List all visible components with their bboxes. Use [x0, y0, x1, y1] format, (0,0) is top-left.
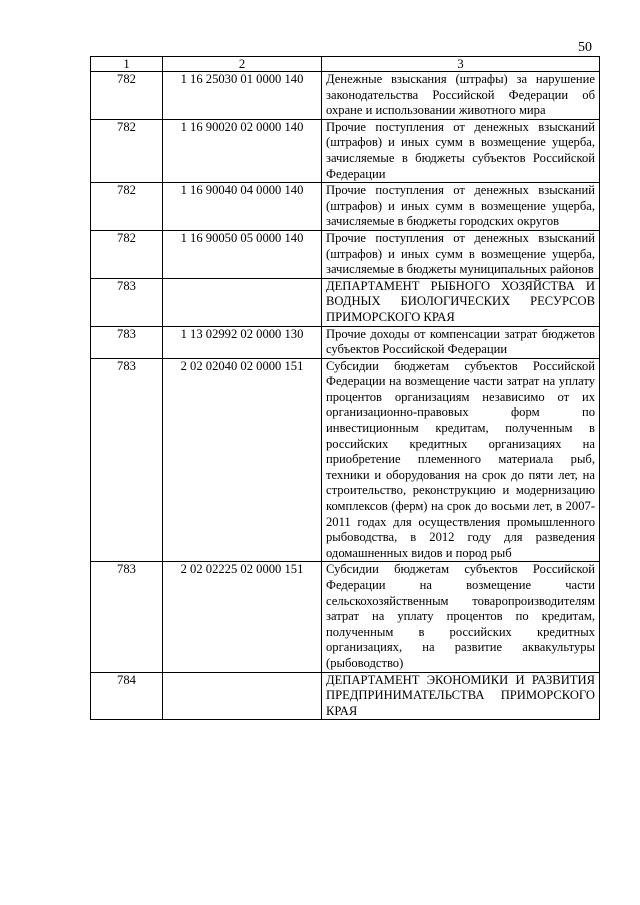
column-header: 1 — [91, 57, 163, 72]
admin-code-cell: 783 — [91, 562, 163, 672]
budget-code-cell: 1 16 90050 05 0000 140 — [163, 230, 322, 278]
budget-code-cell: 1 16 25030 01 0000 140 — [163, 72, 322, 120]
table-row — [91, 562, 600, 672]
admin-code-cell: 782 — [91, 72, 163, 120]
admin-code-cell: 783 — [91, 326, 163, 358]
table-row — [91, 358, 600, 562]
admin-code-cell: 783 — [91, 278, 163, 326]
budget-code-cell: 2 02 02225 02 0000 151 — [163, 562, 322, 672]
admin-code-cell: 782 — [91, 230, 163, 278]
revenue-name-cell: Субсидии бюджетам субъектов Российской Федерации на возмещение части сельскохозяйственным товаропроизводителям затрат на уплату процентов по кредитам, полученным в российских кредитных организациях, на развитие аквакультуры (рыбоводство) — [322, 562, 600, 672]
budget-code-cell — [163, 672, 322, 720]
budget-code-cell — [163, 278, 322, 326]
table-row — [91, 119, 600, 182]
table-row — [91, 230, 600, 278]
revenue-name-cell: Денежные взыскания (штрафы) за нарушение законодательства Российской Федерации об охране и использовании животного мира — [322, 72, 600, 120]
admin-code-cell: 784 — [91, 672, 163, 720]
budget-code-cell: 1 16 90040 04 0000 140 — [163, 183, 322, 231]
revenue-codes-table — [90, 56, 600, 720]
table-row — [91, 672, 600, 720]
admin-code-cell: 783 — [91, 358, 163, 562]
revenue-name-cell: Прочие доходы от компенсации затрат бюджетов субъектов Российской Федерации — [322, 326, 600, 358]
page-number: 50 — [578, 40, 592, 55]
table-row — [91, 326, 600, 358]
table-header-row — [91, 57, 600, 72]
revenue-name-cell: Прочие поступления от денежных взысканий (штрафов) и иных сумм в возмещение ущерба, зачисляемые в бюджеты городских округов — [322, 183, 600, 231]
revenue-name-cell: Прочие поступления от денежных взысканий (штрафов) и иных сумм в возмещение ущерба, зачисляемые в бюджеты субъектов Российской Федерации — [322, 119, 600, 182]
department-heading-cell: ДЕПАРТАМЕНТ ЭКОНОМИКИ И РАЗВИТИЯ ПРЕДПРИНИМАТЕЛЬСТВА ПРИМОРСКОГО КРАЯ — [322, 672, 600, 720]
budget-code-cell: 1 13 02992 02 0000 130 — [163, 326, 322, 358]
admin-code-cell: 782 — [91, 119, 163, 182]
revenue-name-cell: Субсидии бюджетам субъектов Российской Федерации на возмещение части затрат на уплату процентов организациям независимо от их организационно-правовых форм по инвестиционным кредитам, полученным в российских кредитных организациях на приобретение племенного материала рыб, техники и оборудования на срок до пяти лет, на строительство, реконструкцию и модернизацию комплексов (ферм) на срок до восьми лет, в 2007-2011 годах для осуществления промышленного рыбоводства, в 2012 году для разведения одомашненных видов и пород рыб — [322, 358, 600, 562]
table-row — [91, 72, 600, 120]
table-row — [91, 183, 600, 231]
table-row — [91, 278, 600, 326]
budget-code-cell: 2 02 02040 02 0000 151 — [163, 358, 322, 562]
column-header: 3 — [322, 57, 600, 72]
department-heading-cell: ДЕПАРТАМЕНТ РЫБНОГО ХОЗЯЙСТВА И ВОДНЫХ БИОЛОГИЧЕСКИХ РЕСУРСОВ ПРИМОРСКОГО КРАЯ — [322, 278, 600, 326]
column-header: 2 — [163, 57, 322, 72]
budget-code-cell: 1 16 90020 02 0000 140 — [163, 119, 322, 182]
admin-code-cell: 782 — [91, 183, 163, 231]
revenue-name-cell: Прочие поступления от денежных взысканий (штрафов) и иных сумм в возмещение ущерба, зачисляемые в бюджеты муниципальных районов — [322, 230, 600, 278]
